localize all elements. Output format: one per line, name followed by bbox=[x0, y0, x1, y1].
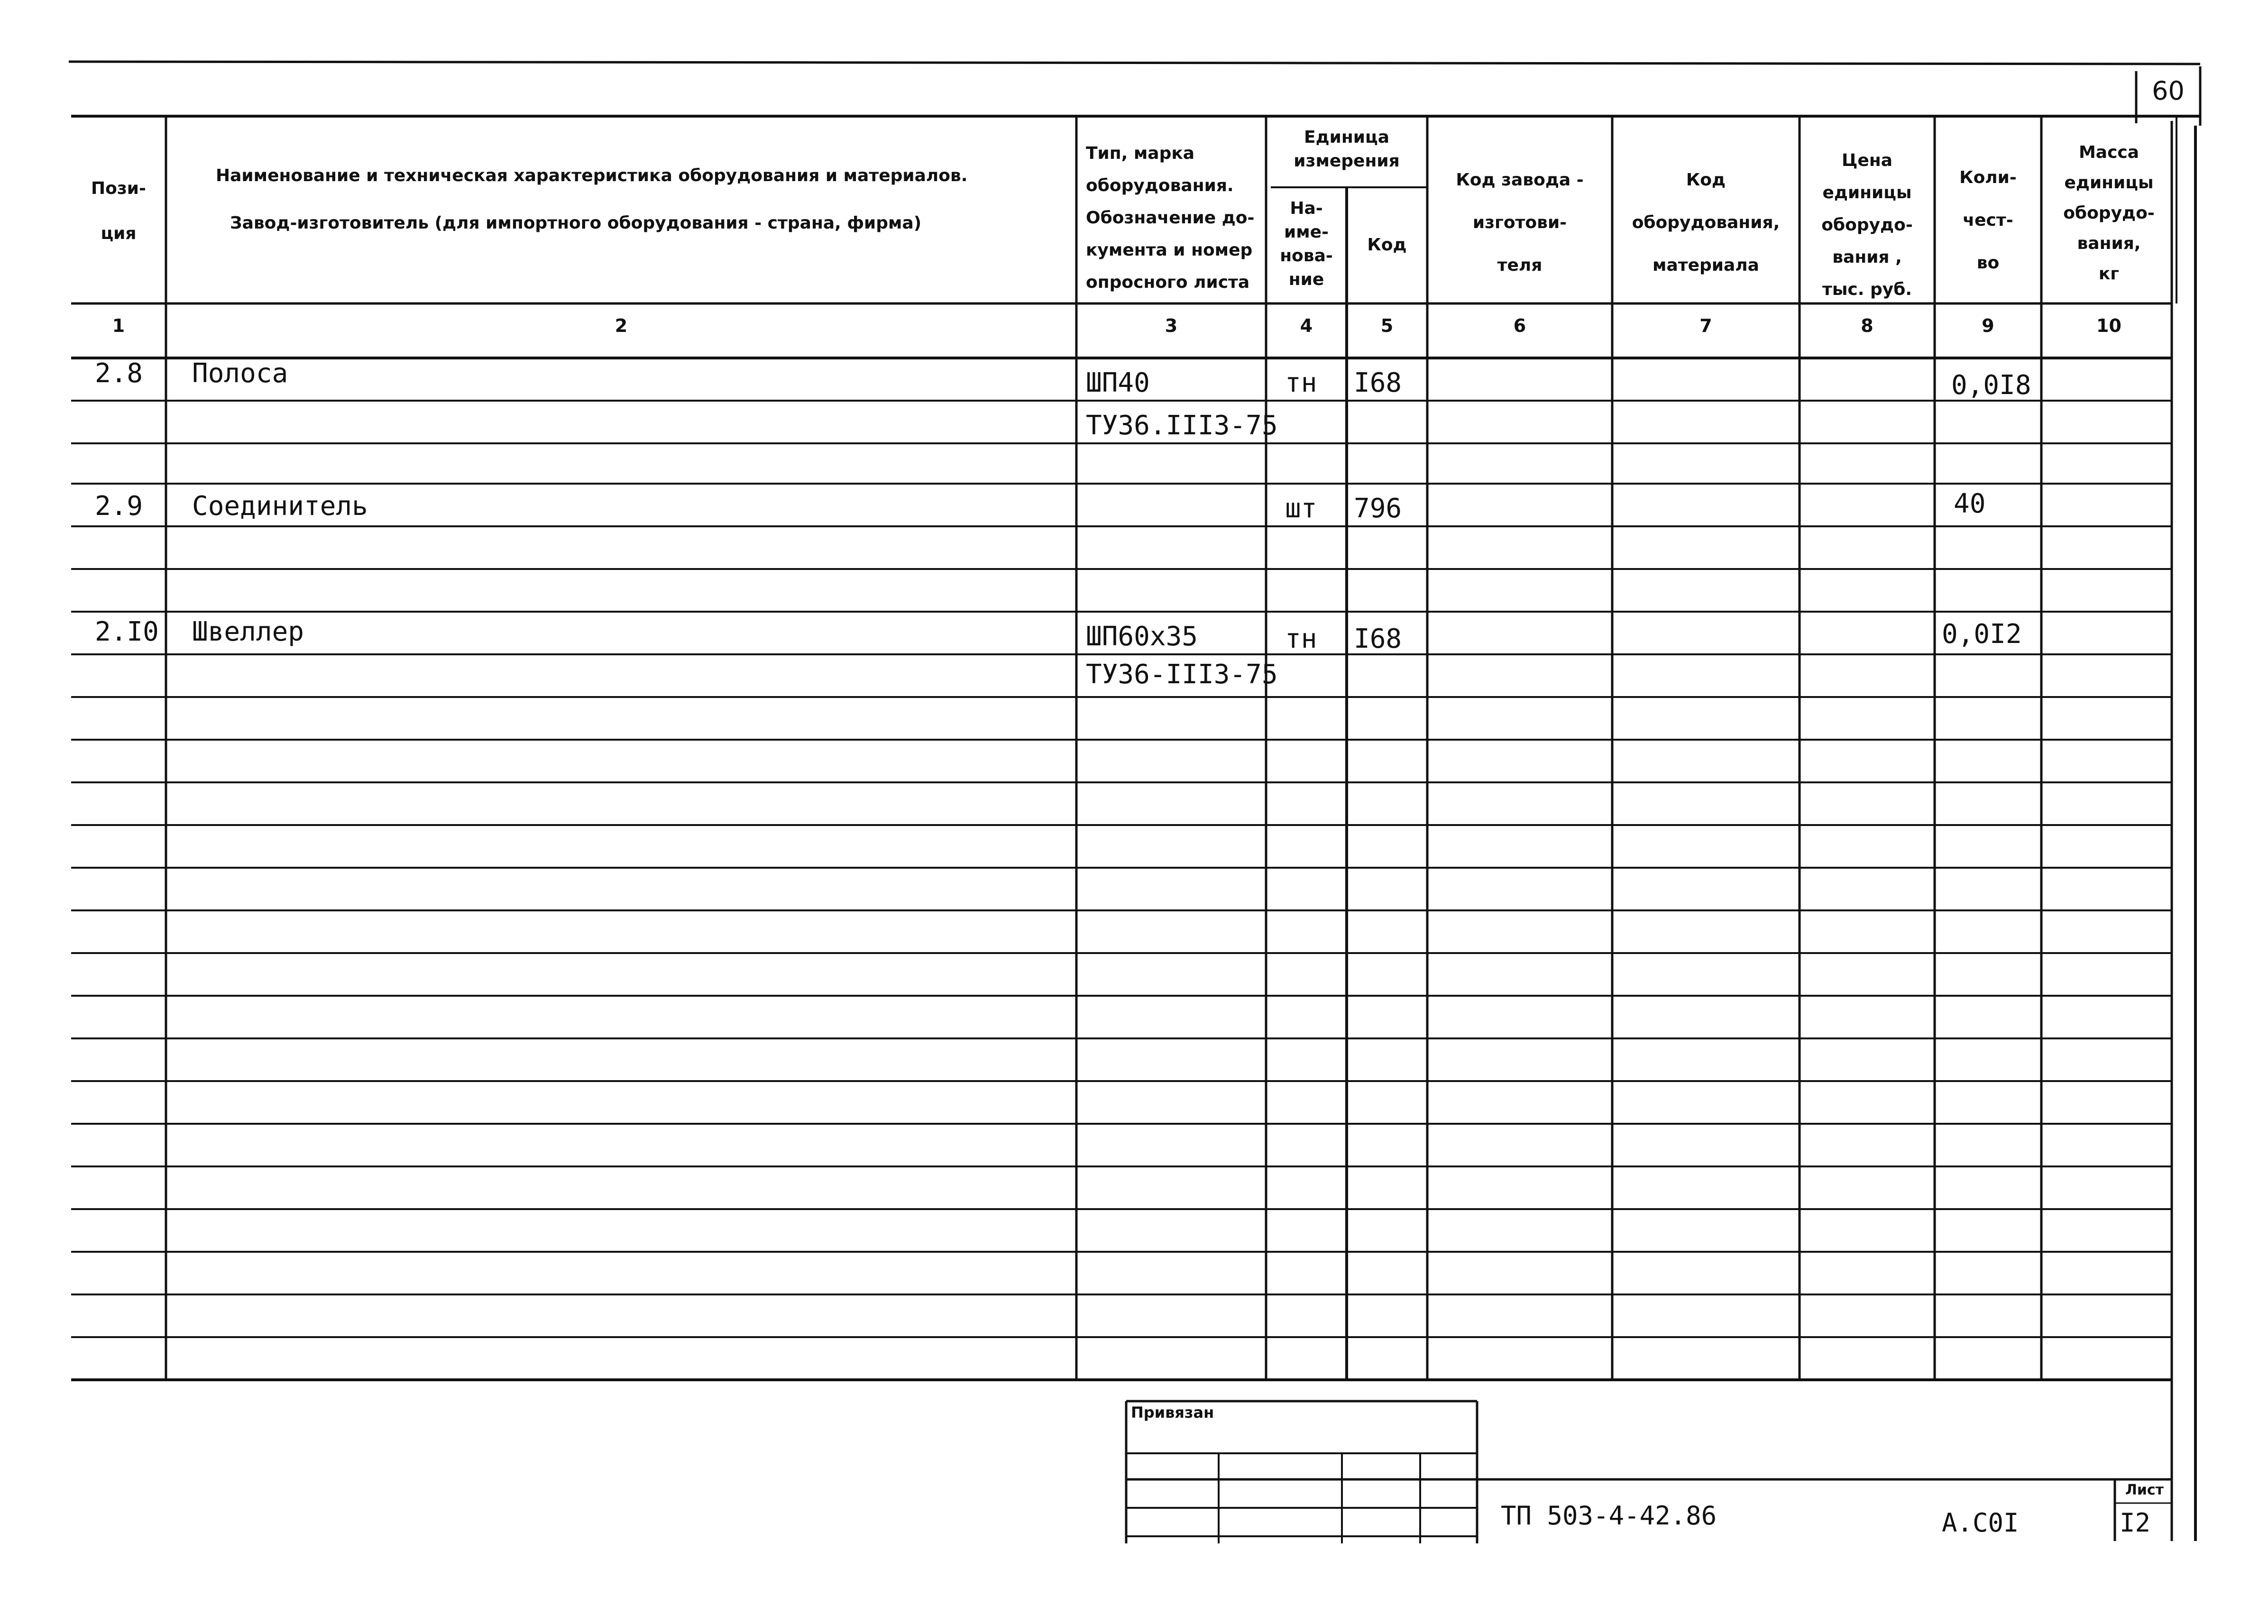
header-type-line: Обозначение до- bbox=[1086, 208, 1255, 228]
header-name-line1: Наименование и техническая характеристика оборудования и материалов. bbox=[216, 166, 968, 185]
header-price-line: Цена bbox=[1842, 151, 1892, 170]
stamp-sheet-code: А.С0I bbox=[1942, 1508, 2019, 1538]
header-type bbox=[1086, 138, 1261, 299]
header-unit-line: Единица bbox=[1304, 128, 1389, 147]
row-quantity: 40 bbox=[1954, 488, 1986, 519]
row-unit: шт bbox=[1285, 493, 1317, 524]
row-type-document: ТУ36-III3-75 bbox=[1086, 659, 1278, 690]
header-position-line: ция bbox=[101, 224, 137, 243]
row-unit: тн bbox=[1285, 367, 1317, 398]
header-maker-code bbox=[1427, 159, 1612, 287]
header-unit-name-line: име- bbox=[1284, 222, 1329, 242]
header-unit-name-line: На- bbox=[1290, 199, 1323, 218]
column-number: 4 bbox=[1300, 315, 1313, 336]
row-type: ШП60х35 bbox=[1086, 621, 1198, 652]
column-number: 3 bbox=[1165, 315, 1178, 336]
header-unit-group bbox=[1266, 126, 1427, 173]
column-number: 10 bbox=[2096, 315, 2121, 336]
header-price-line: единицы bbox=[1822, 183, 1912, 202]
row-type-document: ТУ36.III3-75 bbox=[1086, 410, 1278, 441]
header-equipment-code bbox=[1612, 159, 1800, 287]
header-unit-line: измерения bbox=[1294, 151, 1400, 171]
header-unit-name-line: ние bbox=[1288, 270, 1324, 289]
header-equipment-code-line: оборудования, bbox=[1632, 213, 1780, 232]
row-quantity: 0,0I8 bbox=[1951, 370, 2031, 401]
header-mass-line: вания, bbox=[2077, 234, 2141, 253]
stamp-sheet-label: Лист bbox=[2125, 1482, 2164, 1498]
header-type-line: кумента и номер bbox=[1086, 240, 1253, 260]
row-position: 2.9 bbox=[95, 491, 143, 522]
header-maker-code-line: Код завода - bbox=[1456, 170, 1584, 190]
stamp-document-code: ТП 503-4-42.86 bbox=[1501, 1501, 1717, 1531]
header-price bbox=[1800, 145, 1935, 306]
header-quantity-line: чест- bbox=[1963, 211, 2013, 230]
stamp-sheet-number: I2 bbox=[2120, 1508, 2151, 1538]
header-price-line: оборудо- bbox=[1821, 215, 1913, 235]
header-mass-line: кг bbox=[2098, 264, 2120, 284]
row-unit-code: I68 bbox=[1354, 367, 1402, 398]
header-mass bbox=[2041, 138, 2176, 289]
header-unit-name bbox=[1266, 197, 1347, 292]
row-unit-code: I68 bbox=[1354, 624, 1402, 654]
column-number: 9 bbox=[1982, 315, 1994, 336]
header-price-line: вания , bbox=[1832, 248, 1902, 267]
header-type-line: оборудования. bbox=[1086, 176, 1234, 195]
header-position bbox=[71, 166, 166, 256]
header-unit-name-line: нова- bbox=[1280, 246, 1333, 266]
row-unit-code: 796 bbox=[1354, 493, 1402, 524]
header-equipment-code-line: материала bbox=[1653, 256, 1759, 275]
column-number: 8 bbox=[1861, 315, 1873, 336]
header-name-line2: Завод-изготовитель (для импортного оборудования - страна, фирма) bbox=[230, 213, 922, 233]
row-unit: тн bbox=[1285, 624, 1317, 654]
column-number: 5 bbox=[1380, 315, 1394, 336]
column-number: 7 bbox=[1699, 315, 1712, 336]
page-number: 60 bbox=[2152, 76, 2185, 106]
header-quantity-line: Коли- bbox=[1959, 168, 2017, 187]
column-number: 2 bbox=[615, 315, 628, 336]
header-maker-code-line: изготови- bbox=[1472, 213, 1567, 232]
column-number: 1 bbox=[112, 315, 125, 336]
header-type-line: Тип, марка bbox=[1086, 144, 1195, 163]
header-mass-line: единицы bbox=[2064, 173, 2154, 193]
header-mass-line: оборудо- bbox=[2063, 203, 2155, 223]
row-type: ШП40 bbox=[1086, 367, 1150, 398]
column-number: 6 bbox=[1513, 315, 1526, 336]
row-position: 2.I0 bbox=[95, 616, 159, 647]
header-mass-line: Масса bbox=[2078, 143, 2139, 162]
row-name: Швеллер bbox=[192, 616, 304, 647]
header-quantity bbox=[1935, 156, 2041, 284]
row-name: Полоса bbox=[192, 358, 288, 389]
header-position-line: Пози- bbox=[91, 179, 146, 198]
row-quantity: 0,0I2 bbox=[1942, 619, 2022, 650]
header-equipment-code-line: Код bbox=[1686, 170, 1726, 190]
header-maker-code-line: теля bbox=[1497, 256, 1543, 275]
header-quantity-line: во bbox=[1976, 253, 2000, 273]
stamp-bound-label: Привязан bbox=[1131, 1404, 1214, 1422]
header-type-line: опросного листа bbox=[1086, 273, 1250, 292]
row-name: Соединитель bbox=[192, 491, 368, 522]
header-price-line: тыс. руб. bbox=[1822, 280, 1912, 299]
row-position: 2.8 bbox=[95, 358, 143, 389]
header-unit-code: Код bbox=[1367, 235, 1407, 255]
